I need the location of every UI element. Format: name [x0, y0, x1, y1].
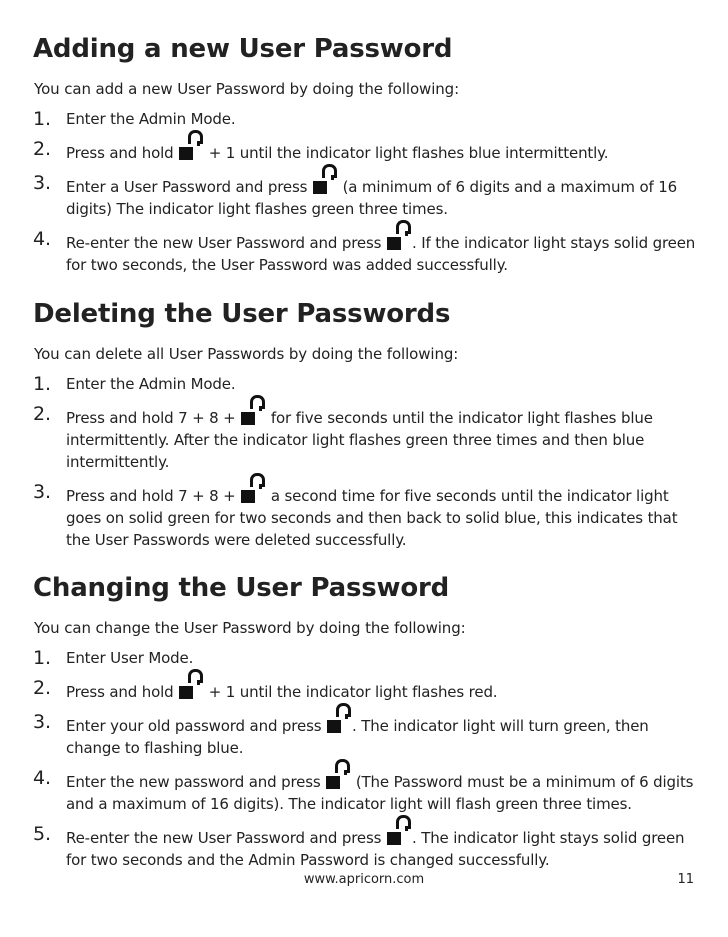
step-number: 3.	[33, 481, 51, 503]
step-item	[0, 823, 728, 871]
step-text: . The indicator light stays solid green for two seconds and the Admin Password is changed successfully.	[66, 829, 685, 869]
steps-list-adding	[0, 108, 728, 276]
section-intro-changing: You can change the User Password by doing the following:	[34, 619, 466, 637]
step-item	[0, 228, 728, 276]
footer-url[interactable]: www.apricorn.com	[303, 872, 425, 887]
unlock-key-icon	[240, 481, 266, 503]
step-item	[0, 647, 728, 669]
unlock-key-icon	[386, 228, 412, 250]
step-text: (a minimum of 6 digits and a maximum of 16 digits) The indicator light flashes green three times.	[66, 178, 678, 218]
step-text: Re-enter the new User Password and press	[66, 234, 386, 252]
step-item	[0, 403, 728, 473]
step-text: + 1 until the indicator light flashes red.	[204, 683, 498, 701]
step-number: 4.	[33, 767, 51, 789]
unlock-key-icon	[386, 823, 412, 845]
steps-list-deleting	[0, 373, 728, 551]
section-title-deleting: Deleting the User Passwords	[33, 299, 451, 329]
unlock-key-icon	[312, 172, 338, 194]
step-text: . The indicator light will turn green, then change to flashing blue.	[66, 717, 649, 757]
step-text: Press and hold 7 + 8 +	[66, 487, 241, 505]
step-text: Re-enter the new User Password and press	[66, 829, 386, 847]
step-item	[0, 481, 728, 551]
step-number: 2.	[33, 403, 51, 425]
step-text: for five seconds until the indicator light flashes blue intermittently. After the indicator light flashes green three times and then blue intermittently.	[66, 409, 653, 471]
step-text: Press and hold 7 + 8 +	[66, 409, 241, 427]
step-item	[0, 767, 728, 815]
section-intro-deleting: You can delete all User Passwords by doing the following:	[34, 345, 459, 363]
section-intro-adding: You can add a new User Password by doing the following:	[34, 80, 460, 98]
step-text: . If the indicator light stays solid green for two seconds, the User Password was added successfully.	[66, 234, 696, 274]
steps-list-changing	[0, 647, 728, 871]
step-number: 2.	[33, 138, 51, 160]
step-text: Press and hold	[66, 144, 179, 162]
step-text: Press and hold	[66, 683, 179, 701]
step-text: Enter the Admin Mode.	[66, 110, 236, 128]
step-item	[0, 677, 728, 703]
step-text: Enter User Mode.	[66, 649, 194, 667]
unlock-key-icon	[178, 138, 204, 160]
unlock-key-icon	[240, 403, 266, 425]
unlock-key-icon	[326, 711, 352, 733]
step-number: 4.	[33, 228, 51, 250]
page-number: 11	[677, 872, 694, 887]
step-item	[0, 373, 728, 395]
step-text: a second time for five seconds until the indicator light goes on solid green for two seconds and then back to solid blue, this indicates that the User Passwords were deleted successfully.	[66, 487, 678, 549]
step-item	[0, 711, 728, 759]
step-text: (The Password must be a minimum of 6 digits and a maximum of 16 digits). The indicator light will flash green three times.	[66, 773, 694, 813]
section-title-changing: Changing the User Password	[33, 573, 450, 603]
step-text: Enter the new password and press	[66, 773, 326, 791]
step-text: Enter the Admin Mode.	[66, 375, 236, 393]
step-number: 3.	[33, 172, 51, 194]
step-number: 1.	[33, 373, 51, 395]
step-number: 1.	[33, 108, 51, 130]
step-number: 1.	[33, 647, 51, 669]
step-text: + 1 until the indicator light flashes blue intermittently.	[204, 144, 609, 162]
section-title-adding: Adding a new User Password	[33, 34, 453, 64]
unlock-key-icon	[325, 767, 351, 789]
step-number: 3.	[33, 711, 51, 733]
step-item	[0, 138, 728, 164]
unlock-key-icon	[178, 677, 204, 699]
step-number: 2.	[33, 677, 51, 699]
step-item	[0, 108, 728, 130]
step-number: 5.	[33, 823, 51, 845]
step-text: Enter your old password and press	[66, 717, 327, 735]
step-text: Enter a User Password and press	[66, 178, 312, 196]
step-item	[0, 172, 728, 220]
